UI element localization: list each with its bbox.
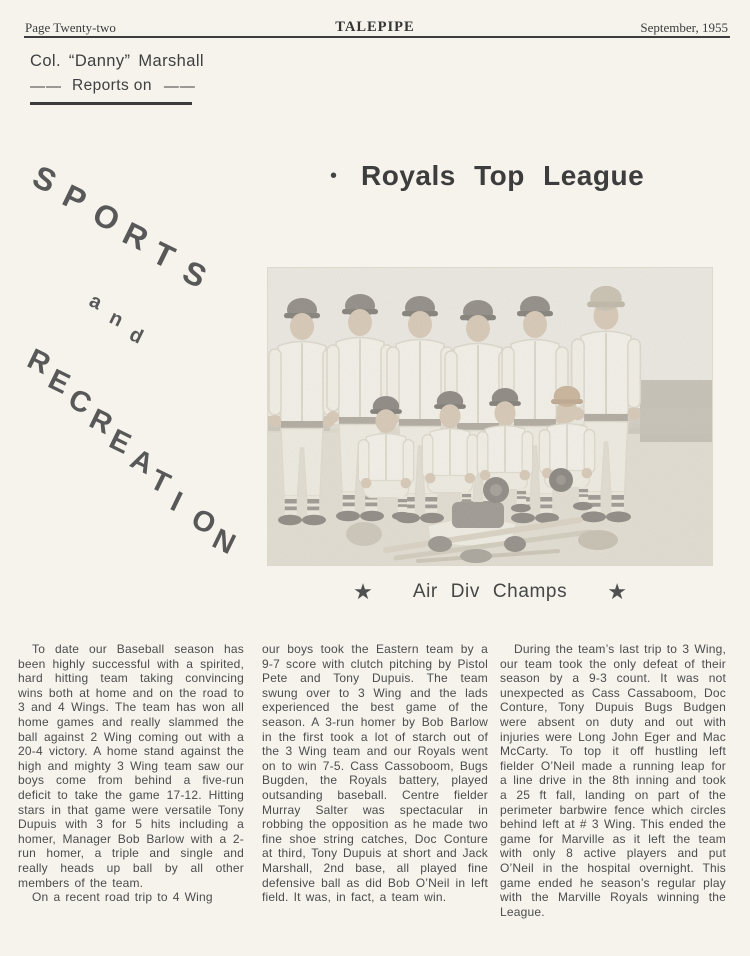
- byline-dash-right: — —: [163, 77, 194, 95]
- diagonal-letter: R: [22, 343, 56, 382]
- star-icon: ★: [607, 579, 627, 604]
- headline-bullet-icon: •: [330, 165, 338, 187]
- diagonal-letter: E: [104, 423, 136, 461]
- article-paragraph: During the team’s last trip to 3 Wing, our team took the only defeat of their season by a 9-3 count. It was not unexpected as Cass Cassaboom, Doc Conture, Tony Dupuis Bugs Budgen were absent on duty and out with injuries were Long John Eger and Mac McCarty. To top it off hustling left fielder O’Neil made a running leap for a line drive in the 8th inning and took a 25 ft fall, landing on part of the perimeter barbwire fence which circles behind left at # 3 Wing. This ended the game for Marville as it left the team with only 8 active players and put O’Neil in the hospital overnight. This game ended he season’s regular play with the Marville Royals winning the League.: [500, 642, 726, 919]
- diagonal-letter: O: [186, 502, 221, 542]
- diagonal-letter: S: [177, 253, 213, 295]
- photo-caption-text: Air Div Champs: [412, 581, 568, 602]
- diagonal-letter: A: [124, 443, 158, 482]
- diagonal-letter: S: [27, 158, 63, 200]
- diagonal-letter: n: [105, 306, 127, 332]
- article-paragraph: On a recent road trip to 4 Wing: [32, 890, 213, 905]
- diagonal-letter: P: [57, 177, 93, 219]
- article-headline: [330, 160, 644, 192]
- diagonal-letter: R: [83, 403, 117, 442]
- headline-title: Royals Top League: [361, 160, 645, 191]
- diagonal-letter: O: [87, 195, 126, 239]
- star-icon: ★: [353, 579, 373, 604]
- diagonal-letter: d: [125, 323, 147, 349]
- article-paragraph: our boys took the Eastern team by a 9-7 score with clutch pitching by Pistol Pete and Tony Dupuis. The team swung over to 3 Wing and the lads experienced the best game of the season. A 3-run homer by Bob Barlow in the first took a lot of starch out of the 3 Wing team and our Royals went on to win 7-5. Cass Cassoboom, Bugs Bugden, the Royals battery, played outsanding baseball. Centre fielder Murray Salter was spectacular in robbing the opposition as he made two fine shoe string catches, Doc Conture at third, Tony Dupuis at short and Jack Marshall, 2nd base, all played fine defensive ball as did Bob O’Neil in left field. It was, in fact, a team win.: [262, 642, 488, 905]
- issue-date: September, 1955: [640, 20, 728, 35]
- byline-reports-on: Reports on: [72, 77, 152, 94]
- article-column-2: [262, 642, 488, 934]
- diagonal-letter: I: [165, 485, 187, 519]
- byline-name: Col. “Danny” Marshall: [30, 52, 204, 70]
- diagonal-letter: a: [85, 289, 106, 315]
- article-column-1: [18, 642, 244, 934]
- team-photo: [268, 268, 712, 565]
- diagonal-letter: N: [206, 523, 240, 562]
- diagonal-letter: C: [63, 383, 97, 422]
- byline-dash-left: — —: [30, 77, 61, 95]
- byline-rule: [30, 102, 192, 105]
- diagonal-letter: T: [145, 463, 176, 501]
- article-column-3: [500, 642, 726, 934]
- byline-block: [30, 52, 230, 105]
- diagonal-letter: R: [117, 214, 154, 258]
- photo-caption: [268, 581, 712, 603]
- article-paragraph: To date our Baseball season has been highly successful with a spirited, hard hitting team taking convincing wins both at home and on the road to 3 and 4 Wings. The team has won all home games and really slammed the ball against 2 Wing coming out with a 20-4 victory. A home stand against the high and mighty 3 Wing team saw our boys come from behind a five-run deficit to take the game 17-12. Hitting stars in that game were versatile Tony Dupuis with 3 for 5 hits including a homer, Manager Bob Barlow with a 2-run homer, a triple and single and really heads up ball by all other members of the team.: [18, 642, 244, 890]
- page-number-label: Page Twenty-two: [25, 20, 116, 35]
- masthead: TALEPIPE: [335, 19, 415, 35]
- diagonal-letter: T: [147, 234, 181, 276]
- diagonal-letter: E: [42, 363, 75, 401]
- header-rule: [24, 36, 730, 38]
